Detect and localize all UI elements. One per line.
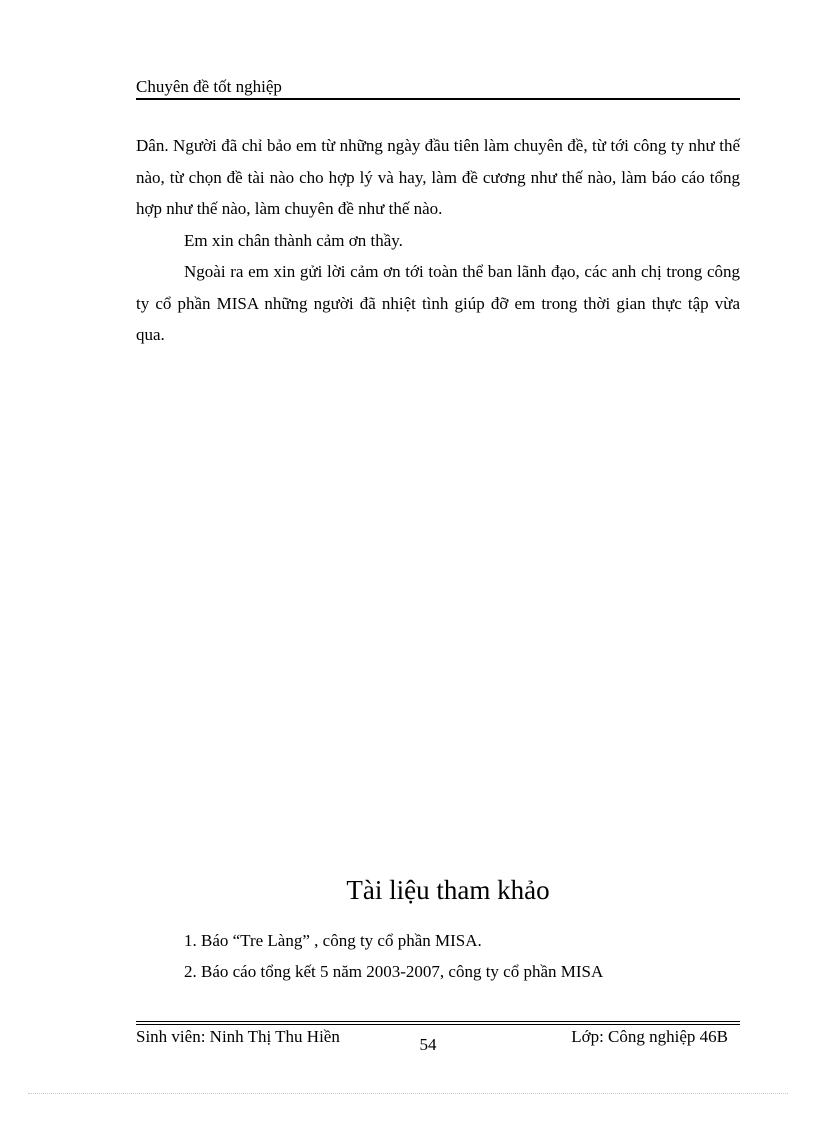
reference-item-1: 1. Báo “Tre Làng” , công ty cổ phần MISA. <box>184 931 482 950</box>
header-rule <box>136 98 740 100</box>
reference-item-2: 2. Báo cáo tổng kết 5 năm 2003-2007, công ty cổ phần MISA <box>184 962 604 981</box>
body-paragraph-3: Ngoài ra em xin gửi lời cảm ơn tới toàn thể ban lãnh đạo, các anh chị trong công ty cổ phần MISA những người đã nhiệt tình giúp đỡ em trong thời gian thực tập vừa qua. <box>136 262 740 344</box>
footer-rule-top <box>136 1021 740 1022</box>
body-paragraph-1: Dân. Người đã chỉ bảo em từ những ngày đầu tiên làm chuyên đề, từ tới công ty như thế nào, từ chọn đề tài nào cho hợp lý và hay, làm đề cương như thế nào, làm báo cáo tổng hợp như thế nào, làm chuyên đề như thế nào. <box>136 136 740 218</box>
body-paragraph-2: Em xin chân thành cảm ơn thầy. <box>184 230 403 250</box>
running-header-title: Chuyên đề tốt nghiệp <box>136 77 282 96</box>
footer-rule-bottom <box>136 1024 740 1025</box>
page-edge-divider <box>28 1093 788 1094</box>
references-heading: Tài liệu tham khảo <box>346 875 550 905</box>
references-list <box>184 925 740 987</box>
page-number: 54 <box>419 1035 437 1054</box>
body-text <box>136 130 740 351</box>
footer-class: Lớp: Công nghiệp 46B <box>571 1027 728 1046</box>
footer-student-name: Sinh viên: Ninh Thị Thu Hiền <box>136 1027 340 1046</box>
